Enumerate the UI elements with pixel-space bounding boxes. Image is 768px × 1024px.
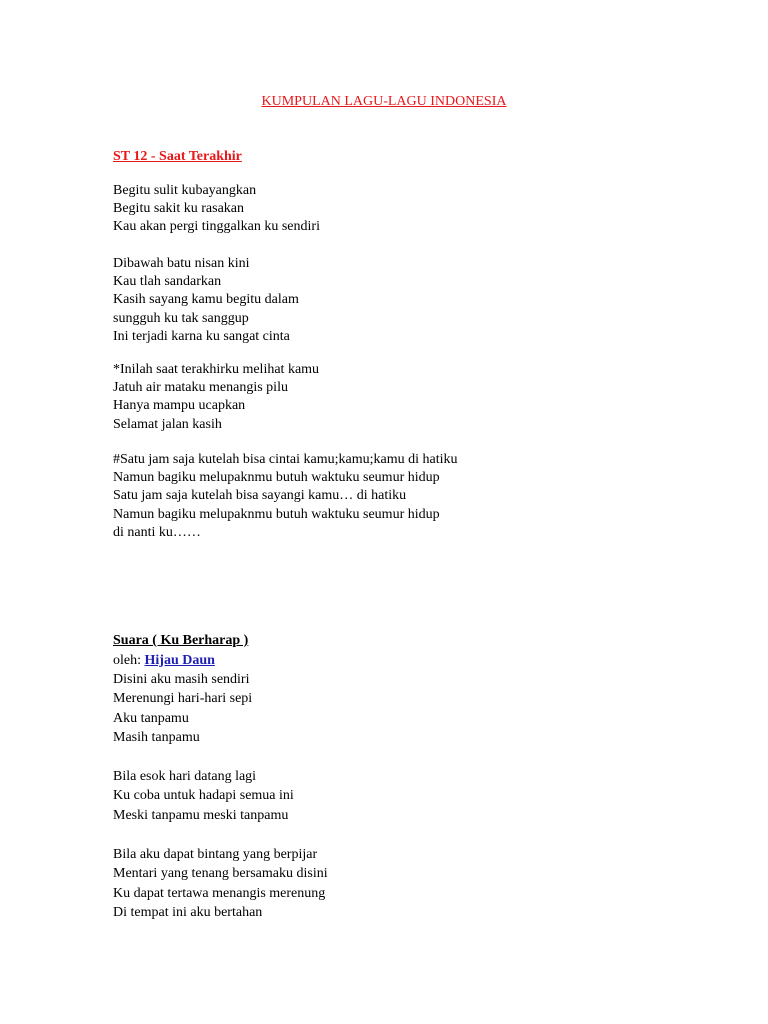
lyric-line: Ku coba untuk hadapi semua ini	[113, 788, 294, 804]
lyric-line: Disini aku masih sendiri	[113, 672, 250, 687]
song1-stanza-4	[113, 451, 457, 542]
song1-stanza-1	[113, 182, 320, 237]
song2-stanza-2	[113, 767, 294, 825]
song1-stanza-2	[113, 255, 299, 346]
lyric-line: Bila esok hari datang lagi	[113, 769, 257, 784]
lyric-line: Di tempat ini aku bertahan	[113, 904, 263, 920]
lyric-line: Hanya mampu ucapkan	[113, 398, 246, 414]
lyric-line: Jatuh air mataku menangis pilu	[113, 380, 288, 396]
lyric-line: #Satu jam saja kutelah bisa cintai kamu;kamu;kamu di hatiku	[113, 452, 458, 467]
lyric-line: Begitu sakit ku rasakan	[113, 201, 245, 217]
artist-link[interactable]: Hijau Daun	[144, 653, 215, 668]
by-label: oleh:	[113, 653, 145, 668]
artist-line	[113, 652, 215, 670]
song2-stanza-1	[113, 670, 252, 747]
lyric-line: Bila aku dapat bintang yang berpijar	[113, 847, 318, 862]
lyric-line: Kau akan pergi tinggalkan ku sendiri	[113, 219, 320, 235]
document-title: KUMPULAN LAGU-LAGU INDONESIA	[261, 94, 507, 109]
lyric-line: Selamat jalan kasih	[113, 416, 222, 432]
song-title-saat-terakhir: ST 12 - Saat Terakhir	[113, 149, 242, 164]
lyric-line: Satu jam saja kutelah bisa sayangi kamu… di hatiku	[113, 488, 407, 504]
lyric-line: Kasih sayang kamu begitu dalam	[113, 292, 299, 308]
lyric-line: sungguh ku tak sanggup	[113, 310, 249, 326]
lyric-line: Namun bagiku melupaknmu butuh waktuku seumur hidup	[113, 506, 440, 522]
lyric-line: Masih tanpamu	[113, 729, 200, 745]
lyric-line: *Inilah saat terakhirku melihat kamu	[113, 362, 320, 377]
lyric-line: Merenungi hari-hari sepi	[113, 691, 253, 707]
song2-stanza-3	[113, 845, 328, 922]
lyric-line: Dibawah batu nisan kini	[113, 256, 250, 271]
lyric-line: Begitu sulit kubayangkan	[113, 183, 257, 198]
lyric-line: di nanti ku……	[113, 524, 201, 540]
lyric-line: Mentari yang tenang bersamaku disini	[113, 866, 328, 882]
lyric-line: Ku dapat tertawa menangis merenung	[113, 885, 326, 901]
lyric-line: Ini terjadi karna ku sangat cinta	[113, 328, 290, 344]
lyric-line: Aku tanpamu	[113, 710, 189, 726]
lyric-line: Namun bagiku melupaknmu butuh waktuku seumur hidup	[113, 470, 440, 486]
lyric-line: Meski tanpamu meski tanpamu	[113, 807, 289, 823]
song1-stanza-3	[113, 361, 319, 434]
lyric-line: Kau tlah sandarkan	[113, 274, 222, 290]
song-title-suara: Suara ( Ku Berharap )	[113, 633, 249, 648]
